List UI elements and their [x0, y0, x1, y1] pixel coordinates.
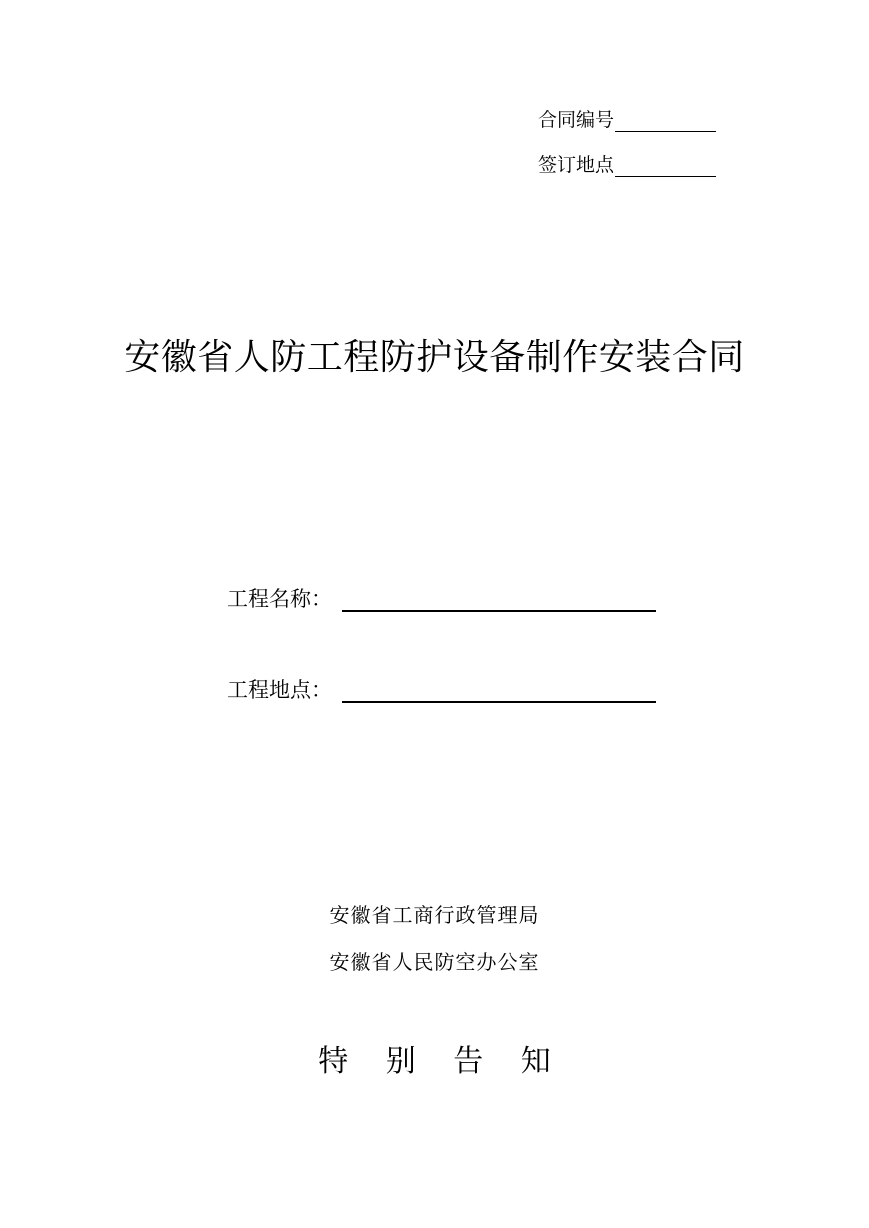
project-location-label: 工程地点： — [227, 678, 332, 702]
signing-place-blank — [615, 156, 716, 177]
project-name-blank — [342, 588, 656, 612]
contract-number-label: 合同编号 — [538, 109, 615, 131]
issuer-civil-defense-office: 安徽省人民防空办公室 — [329, 950, 540, 974]
contract-number-line — [538, 108, 716, 132]
special-notice-heading: 特 别 告 知 — [318, 1044, 565, 1079]
issuer-commerce-bureau: 安徽省工商行政管理局 — [329, 903, 540, 927]
project-location-line — [227, 676, 656, 704]
project-name-label: 工程名称： — [227, 587, 332, 611]
document-title: 安徽省人防工程防护设备制作安装合同 — [124, 337, 745, 378]
signing-place-label: 签订地点 — [538, 154, 615, 176]
project-name-line — [227, 585, 656, 613]
signing-place-line — [538, 153, 716, 177]
project-location-blank — [342, 679, 656, 703]
contract-number-blank — [615, 111, 716, 132]
